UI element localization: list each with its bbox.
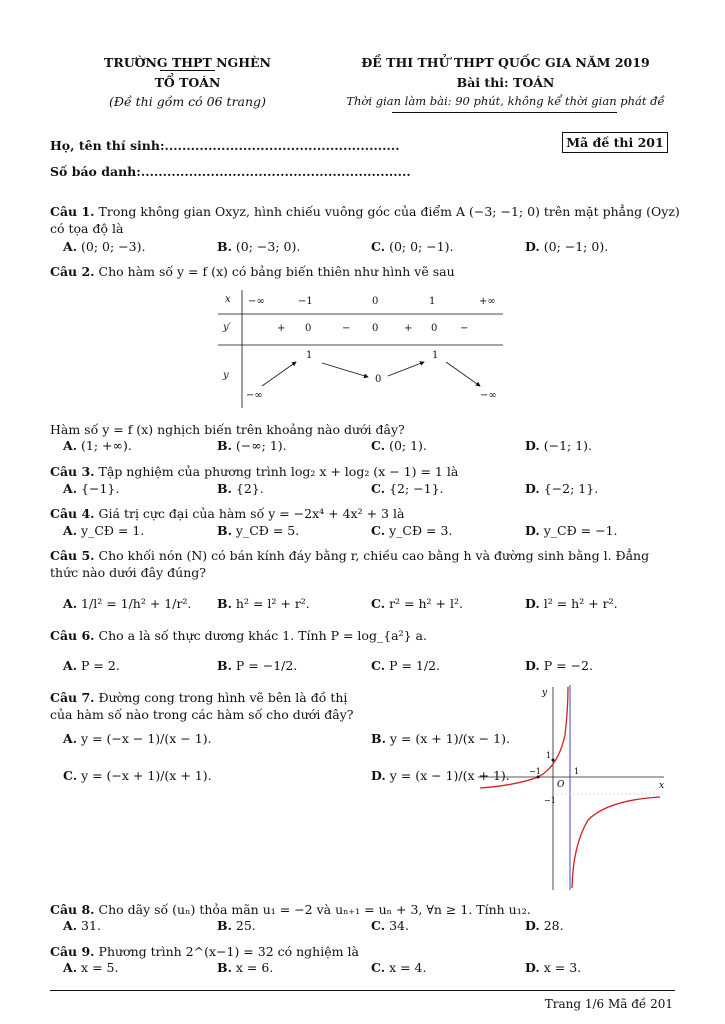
question-2: Câu 2. Cho hàm số y = f (x) có bảng biến thiên như hình vẽ sau <box>50 264 455 279</box>
q1-option-c[interactable]: C. (0; 0; −1). <box>371 239 454 254</box>
q9-option-c[interactable]: C. x = 4. <box>371 960 427 975</box>
pages-note: (Đề thi gồm có 06 trang) <box>109 94 266 109</box>
q3-option-a[interactable]: A. {−1}. <box>63 481 120 496</box>
q7-option-d[interactable]: D. y = (x − 1)/(x + 1). <box>371 768 510 783</box>
subject: Bài thi: TOÁN <box>456 75 555 90</box>
q7-option-b[interactable]: B. y = (x + 1)/(x − 1). <box>371 731 510 746</box>
footer-divider <box>50 990 675 991</box>
q1-option-d[interactable]: D. (0; −1; 0). <box>525 239 609 254</box>
q6-option-d[interactable]: D. P = −2. <box>525 658 593 673</box>
question-5: Câu 5. Cho khối nón (N) có bán kính đáy bằng r, chiều cao bằng h và đường sinh bằng l. Đẳng thức nào dưới đây đúng? <box>50 548 650 580</box>
x-value: −1 <box>298 296 313 307</box>
row-label-y: y <box>223 370 229 381</box>
sign: − <box>460 323 469 334</box>
row-label-yprime: y′ <box>223 322 231 333</box>
q2-option-d[interactable]: D. (−1; 1). <box>525 438 593 453</box>
q6-option-c[interactable]: C. P = 1/2. <box>371 658 440 673</box>
q6-option-a[interactable]: A. P = 2. <box>63 658 120 673</box>
q8-option-a[interactable]: A. 31. <box>63 918 101 933</box>
q5-option-a[interactable]: A. 1/l² = 1/h² + 1/r². <box>63 596 192 611</box>
question-7: Câu 7. Đường cong trong hình vẽ bên là đồ thị của hàm số nào trong các hàm số cho dưới đây? <box>50 690 354 722</box>
question-6: Câu 6. Cho a là số thực dương khác 1. Tính P = log_{a²} a. <box>50 628 427 643</box>
tick-label: −1 <box>529 767 541 776</box>
y-value: −∞ <box>480 390 497 401</box>
tick-label: 1 <box>574 767 580 776</box>
q5-option-d[interactable]: D. l² = h² + r². <box>525 596 618 611</box>
variation-table <box>218 290 503 410</box>
question-number: Câu 1. <box>50 204 95 219</box>
question-2-prompt: Hàm số y = f (x) nghịch biến trên khoảng nào dưới đây? <box>50 422 405 437</box>
question-4: Câu 4. Giá trị cực đại của hàm số y = −2x⁴ + 4x² + 3 là <box>50 506 405 521</box>
curve-right-branch <box>572 797 660 888</box>
sign: 0 <box>431 323 438 334</box>
x-value: −∞ <box>248 296 265 307</box>
student-id-field[interactable]: Số báo danh:.............................................................. <box>50 164 411 179</box>
q3-option-c[interactable]: C. {2; −1}. <box>371 481 444 496</box>
q4-option-a[interactable]: A. y_CĐ = 1. <box>63 523 145 538</box>
tick-label: 1 <box>546 751 552 760</box>
graph-point <box>537 776 540 779</box>
page-footer: Trang 1/6 Mã đề 201 <box>544 997 673 1011</box>
q1-option-a[interactable]: A. (0; 0; −3). <box>63 239 146 254</box>
question-1 <box>50 203 680 237</box>
q3-option-d[interactable]: D. {−2; 1}. <box>525 481 599 496</box>
title-divider <box>392 112 617 113</box>
q6-option-b[interactable]: B. P = −1/2. <box>217 658 298 673</box>
q9-option-a[interactable]: A. x = 5. <box>63 960 119 975</box>
time-note: Thời gian làm bài: 90 phút, không kể thời gian phát đề <box>346 94 665 108</box>
sign: − <box>342 323 351 334</box>
question-3: Câu 3. Tập nghiệm của phương trình log₂ x + log₂ (x − 1) = 1 là <box>50 464 459 479</box>
q8-option-b[interactable]: B. 25. <box>217 918 256 933</box>
y-value: 1 <box>432 350 439 361</box>
x-value: 1 <box>429 296 436 307</box>
curve-left-branch <box>480 687 568 788</box>
y-value: −∞ <box>246 390 263 401</box>
school-name: TRƯỜNG THPT NGHÈN <box>104 55 271 70</box>
sign: + <box>404 323 413 334</box>
q4-option-c[interactable]: C. y_CĐ = 3. <box>371 523 453 538</box>
sign: 0 <box>305 323 312 334</box>
q8-option-d[interactable]: D. 28. <box>525 918 564 933</box>
x-value: +∞ <box>479 296 496 307</box>
student-name-field[interactable]: Họ, tên thí sinh:...................................................... <box>50 138 400 153</box>
y-value: 0 <box>375 374 382 385</box>
q7-option-a[interactable]: A. y = (−x − 1)/(x − 1). <box>63 731 212 746</box>
question-8: Câu 8. Cho dãy số (uₙ) thỏa mãn u₁ = −2 và uₙ₊₁ = uₙ + 3, ∀n ≥ 1. Tính u₁₂. <box>50 902 531 917</box>
row-label-x: x <box>225 294 231 305</box>
origin-label: O <box>557 780 565 790</box>
q2-option-a[interactable]: A. (1; +∞). <box>63 438 132 453</box>
q4-option-d[interactable]: D. y_CĐ = −1. <box>525 523 618 538</box>
q9-option-b[interactable]: B. x = 6. <box>217 960 274 975</box>
q2-option-c[interactable]: C. (0; 1). <box>371 438 427 453</box>
q8-option-c[interactable]: C. 34. <box>371 918 409 933</box>
y-value: 1 <box>306 350 313 361</box>
department: TỔ TOÁN <box>154 75 221 90</box>
exam-title: ĐỀ THI THỬ THPT QUỐC GIA NĂM 2019 <box>361 55 650 70</box>
question-text: Trong không gian Oxyz, hình chiếu vuông góc của điểm A (−3; −1; 0) trên mặt phẳng (Oyz) có tọa độ là <box>50 204 680 236</box>
tick-label: −1 <box>544 796 556 805</box>
q5-option-c[interactable]: C. r² = h² + l². <box>371 596 463 611</box>
x-value: 0 <box>372 296 379 307</box>
q4-option-b[interactable]: B. y_CĐ = 5. <box>217 523 300 538</box>
school-underline <box>160 70 215 71</box>
q5-option-b[interactable]: B. h² = l² + r². <box>217 596 310 611</box>
q2-option-b[interactable]: B. (−∞; 1). <box>217 438 287 453</box>
axis-label-x: x <box>659 781 665 791</box>
q7-option-c[interactable]: C. y = (−x + 1)/(x + 1). <box>63 768 212 783</box>
q1-option-b[interactable]: B. (0; −3; 0). <box>217 239 301 254</box>
axis-label-y: y <box>542 688 548 698</box>
q9-option-d[interactable]: D. x = 3. <box>525 960 582 975</box>
function-graph <box>478 685 668 890</box>
exam-code-box: Mã đề thi 201 <box>562 132 668 153</box>
sign: + <box>277 323 286 334</box>
graph-point <box>552 759 555 762</box>
q3-option-b[interactable]: B. {2}. <box>217 481 264 496</box>
sign: 0 <box>372 323 379 334</box>
question-9: Câu 9. Phương trình 2^(x−1) = 32 có nghiệm là <box>50 944 359 959</box>
